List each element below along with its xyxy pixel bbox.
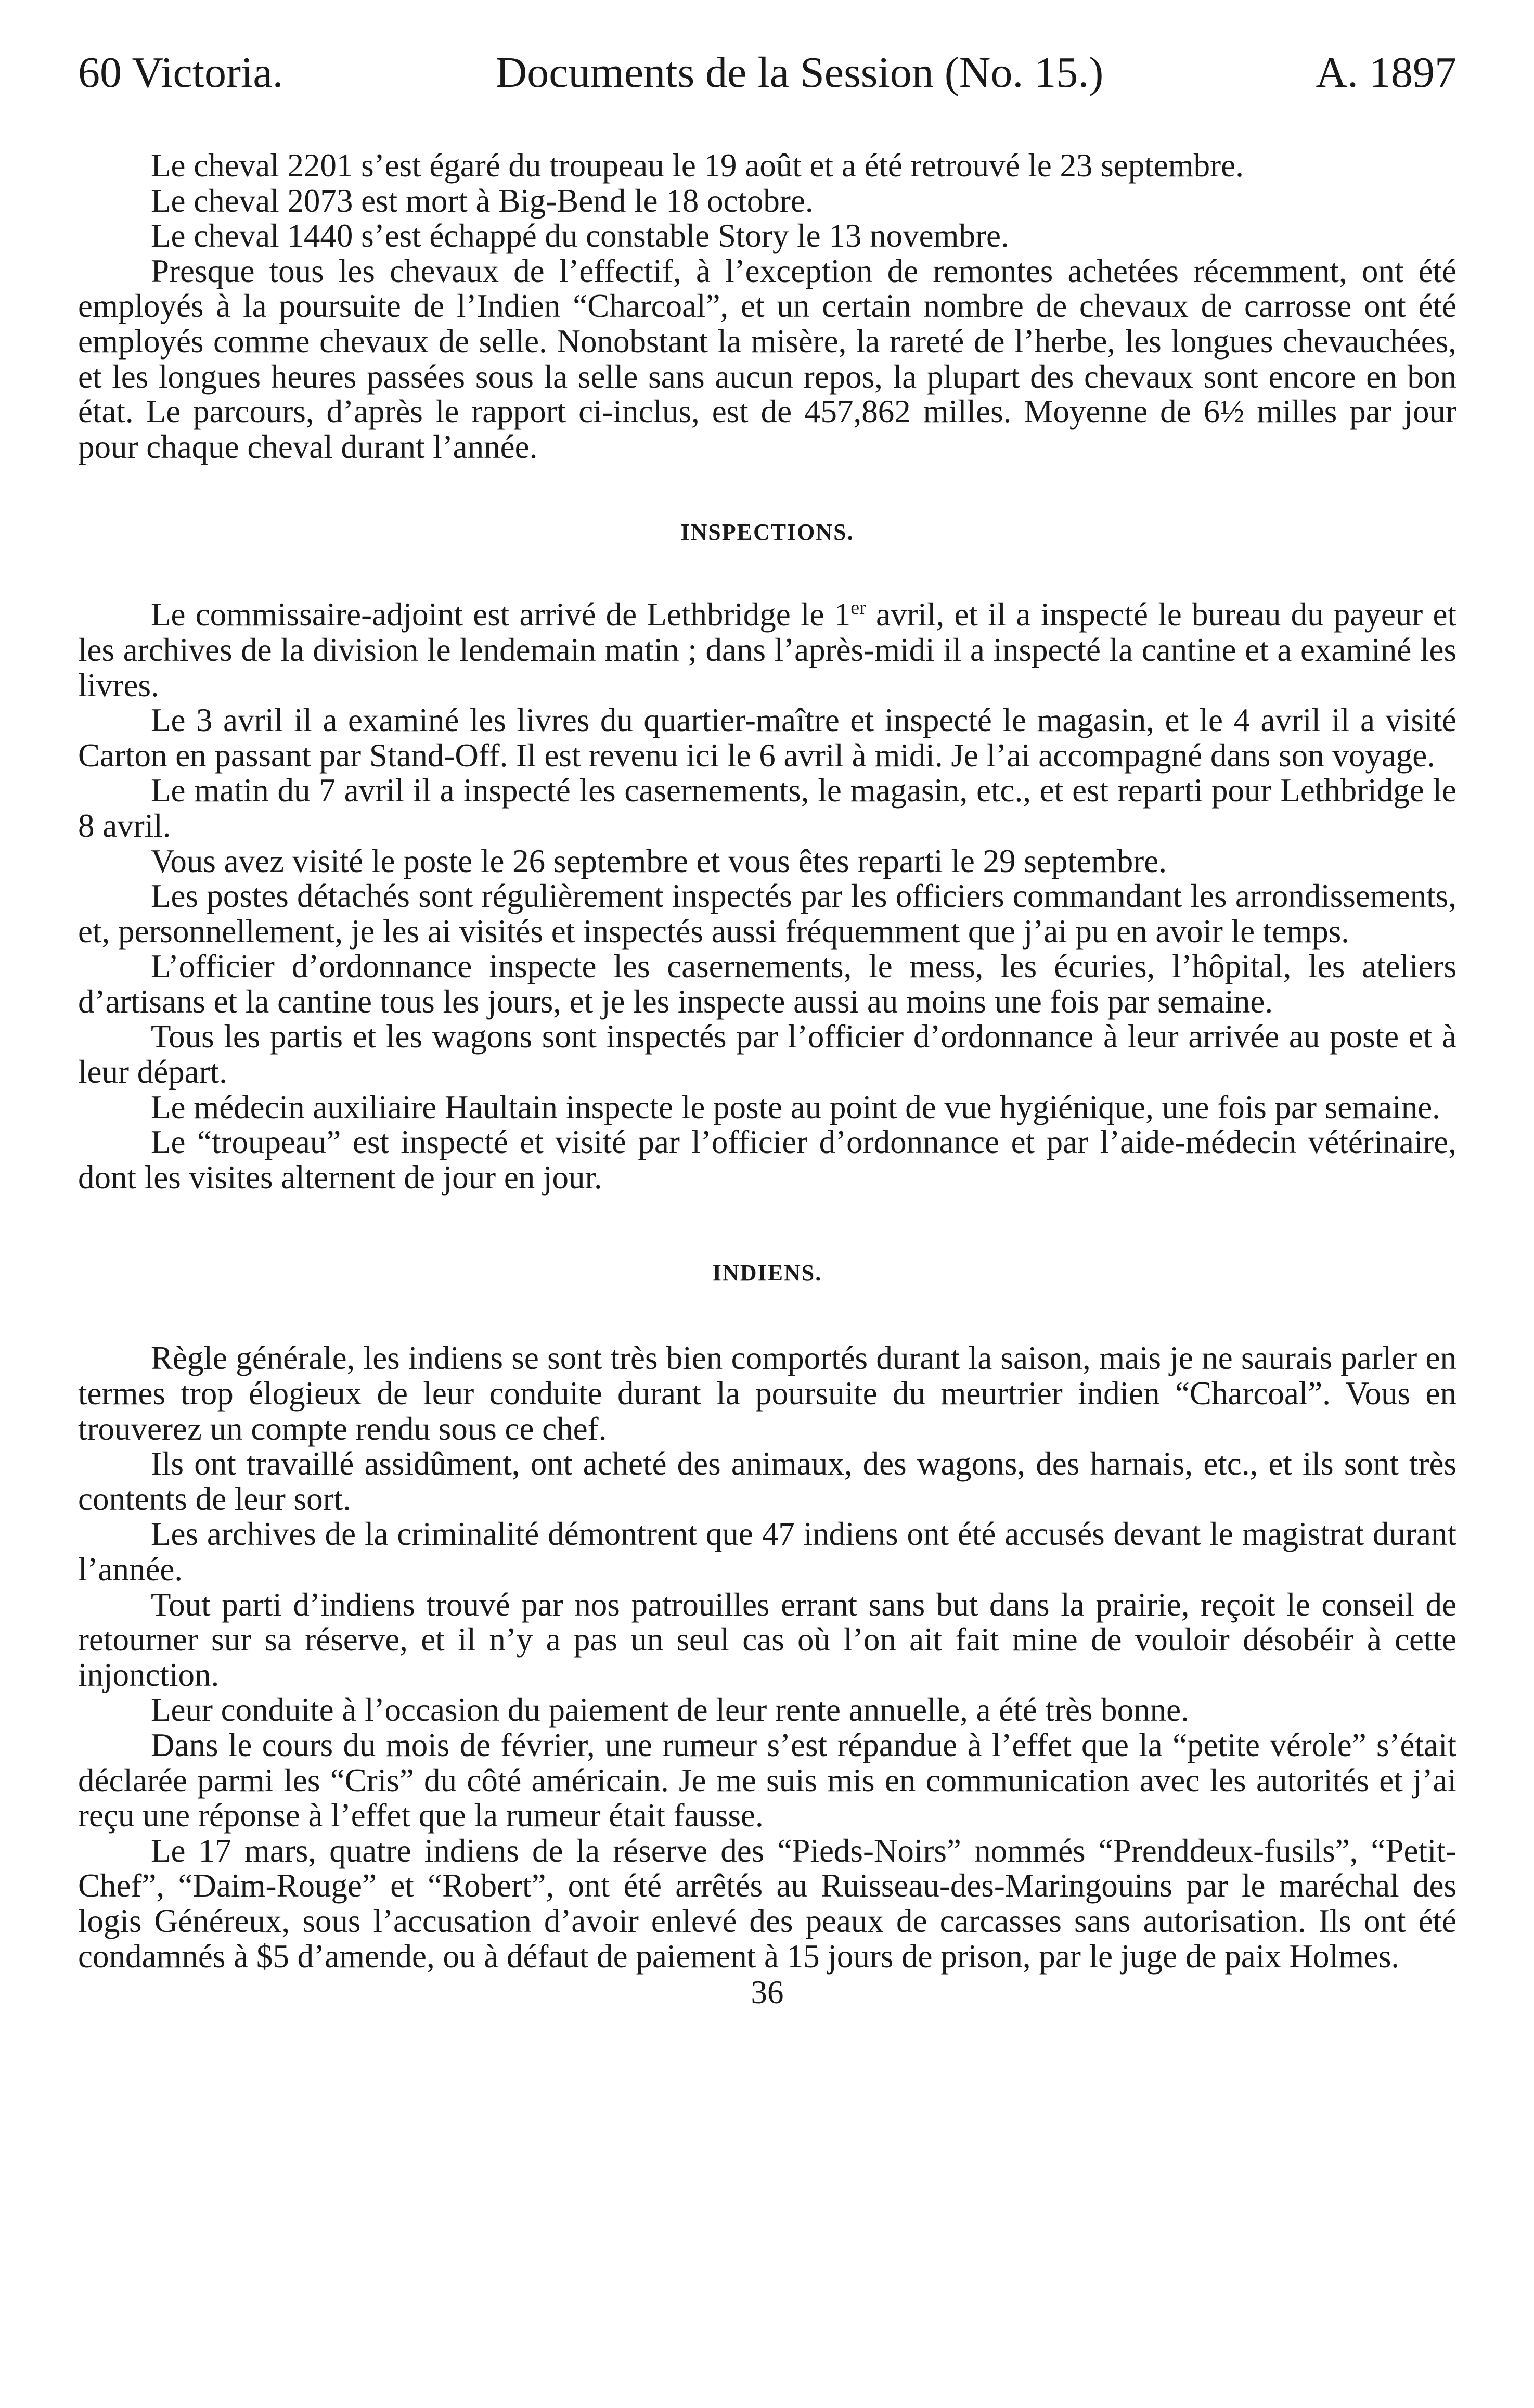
section-heading-indiens: INDIENS.	[712, 1260, 822, 1286]
header-document-title: Documents de la Session (No. 15.)	[495, 48, 1104, 97]
paragraph	[78, 597, 1456, 703]
paragraph: Les postes détachés sont régulièrement inspectés par les officiers commandant les arrondissements, et, personnellement, je les ai visités et inspectés aussi fréquemment que j’ai pu en avoir le temps.	[78, 878, 1456, 950]
running-header	[78, 47, 1456, 99]
superscript: er	[850, 597, 866, 619]
indiens-section	[78, 1341, 1456, 1974]
paragraph: Le matin du 7 avril il a inspecté les casernements, le magasin, etc., et est reparti pour Lethbridge le 8 avril.	[78, 772, 1456, 844]
intro-section	[78, 148, 1456, 465]
paragraph: Le 3 avril il a examiné les livres du quartier-maître et inspecté le magasin, et le 4 avril il a visité Carton en passant par Stand-Off. Il est revenu ici le 6 avril à midi. Je l’ai accompagné dans son voyage.	[78, 702, 1456, 774]
paragraph: Tout parti d’indiens trouvé par nos patrouilles errant sans but dans la prairie, reçoit le conseil de retourner sur sa réserve, et il n’y a pas un seul cas où l’on ait fait mine de vouloir désobéir à cette injonction.	[78, 1586, 1456, 1693]
paragraph: Dans le cours du mois de février, une rumeur s’est répandue à l’effet que la “petite vérole” s’était déclarée parmi les “Cris” du côté américain. Je me suis mis en communication avec les autorités et j’ai reçu une réponse à l’effet que la rumeur était fausse.	[78, 1726, 1456, 1834]
text-run: Le commissaire-adjoint est arrivé de Lethbridge le 1	[151, 596, 851, 633]
page-number: 36	[751, 1974, 784, 2011]
paragraph: Le 17 mars, quatre indiens de la réserve des “Pieds-Noirs” nommés “Prenddeux-fusils”, “Petit-Chef”, “Daim-Rouge” et “Robert”, ont été arrêtés au Ruisseau-des-Maringouins par le maréchal des logis Généreux, sous l’accusation d’avoir enlevé des peaux de carcasses sans autorisation. Ils ont été condamnés à $5 d’amende, ou à défaut de paiement à 15 jours de prison, par le juge de paix Holmes.	[78, 1832, 1456, 1975]
paragraph: Les archives de la criminalité démontrent que 47 indiens ont été accusés devant le magistrat durant l’année.	[78, 1516, 1456, 1587]
paragraph: Presque tous les chevaux de l’effectif, à l’exception de remontes achetées récemment, ont été employés à la poursuite de l’Indien “Charcoal”, et un certain nombre de chevaux de carrosse ont été employés comme chevaux de selle. Nonobstant la misère, la rareté de l’herbe, les longues chevauchées, et les longues heures passées sous la selle sans aucun repos, la plupart des chevaux sont encore en bon état. Le parcours, d’après le rapport ci-inclus, est de 457,862 milles. Moyenne de 6½ milles par jour pour chaque cheval durant l’année.	[78, 252, 1456, 465]
document-page	[78, 47, 1456, 2010]
section-heading-inspections: INSPECTIONS.	[680, 519, 854, 545]
text-run: avril, et il a inspecté le bureau du payeur et les archives de la division le lendemain matin ; dans l’après-midi il a inspecté la cantine et a examiné les livres.	[78, 596, 1456, 703]
paragraph: L’officier d’ordonnance inspecte les casernements, le mess, les écuries, l’hôpital, les ateliers d’artisans et la cantine tous les jours, et je les inspecte aussi au moins une fois par semaine.	[78, 948, 1456, 1020]
paragraph: Leur conduite à l’occasion du paiement de leur rente annuelle, a été très bonne.	[151, 1692, 1189, 1728]
paragraph: Règle générale, les indiens se sont très bien comportés durant la saison, mais je ne saurais parler en termes trop élogieux de leur conduite durant la poursuite du meurtrier indien “Charcoal”. Vous en trouverez un compte rendu sous ce chef.	[78, 1340, 1456, 1447]
paragraph: Le médecin auxiliaire Haultain inspecte le poste au point de vue hygiénique, une fois par semaine.	[151, 1088, 1440, 1125]
paragraph: Ils ont travaillé assidûment, ont acheté des animaux, des wagons, des harnais, etc., et ils sont très contents de leur sort.	[78, 1445, 1456, 1517]
inspections-section	[78, 597, 1456, 1195]
paragraph: Le cheval 1440 s’est échappé du constable Story le 13 novembre.	[151, 217, 1009, 254]
paragraph: Le cheval 2201 s’est égaré du troupeau le 19 août et a été retrouvé le 23 septembre.	[151, 147, 1244, 184]
paragraph: Vous avez visité le poste le 26 septembre et vous êtes reparti le 29 septembre.	[151, 842, 1167, 879]
header-session-year: 60 Victoria.	[78, 48, 283, 97]
paragraph: Le cheval 2073 est mort à Big-Bend le 18 octobre.	[151, 182, 814, 219]
paragraph: Tous les partis et les wagons sont inspectés par l’officier d’ordonnance à leur arrivée au poste et à leur départ.	[78, 1018, 1456, 1091]
header-year: A. 1897	[1316, 48, 1456, 97]
paragraph: Le “troupeau” est inspecté et visité par l’officier d’ordonnance et par l’aide-médecin vétérinaire, dont les visites alternent de jour en jour.	[78, 1124, 1456, 1196]
